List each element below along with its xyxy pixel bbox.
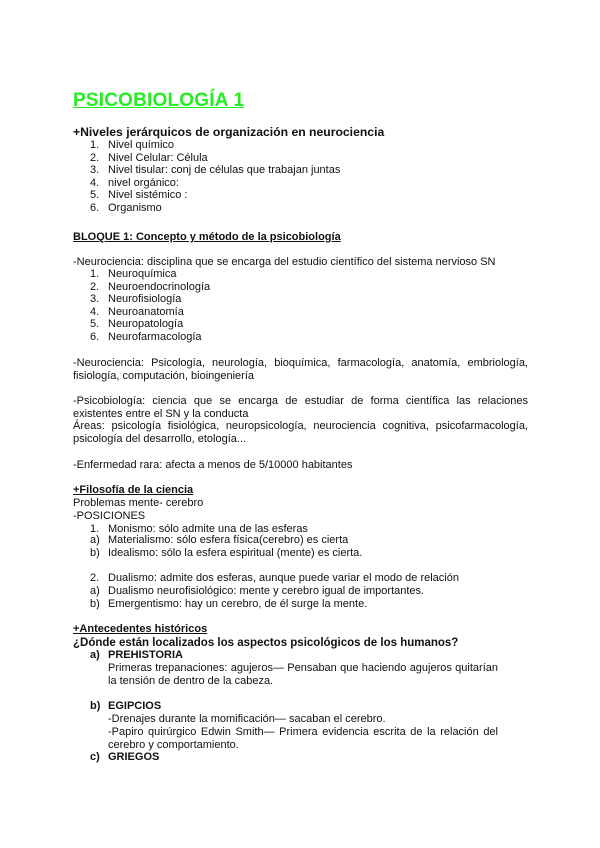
egipcios-line2: -Papiro quirúrgico Edwin Smith— Primera evidencia escrita de la relación del cerebro y comportamiento. — [108, 726, 498, 751]
list-item: a) Dualismo neurofisiológico: mente y cerebro igual de importantes. — [90, 585, 425, 597]
griegos-title: GRIEGOS — [108, 751, 160, 763]
list-item: 2. Neuroendocrinología — [90, 280, 211, 293]
egipcios-item: b) EGIPCIOS -Drenajes durante la momificación— sacaban el cerebro. -Papiro quirúrgico Edwin Smith— Primera evidencia escrita de la relación del cerebro y comportamiento. — [90, 700, 498, 751]
list-item: 1. Nivel químico — [90, 139, 175, 151]
egipcios-line1: -Drenajes durante la momificación— sacaban el cerebro. — [108, 713, 386, 725]
list-item: b) Idealismo: sólo la esfera espiritual (mente) es cierta. — [90, 547, 363, 559]
griegos-item: c) GRIEGOS — [90, 751, 498, 764]
list-item: 6. Neurofarmacología — [90, 330, 202, 343]
monismo-sublist — [90, 534, 362, 560]
levels-heading: +Niveles jerárquicos de organización en neurociencia — [73, 125, 385, 139]
list-item: 3. Nivel tisular: conj de células que trabajan juntas — [90, 164, 341, 177]
list-item: 1. Monismo: sólo admite una de las esferas — [90, 523, 308, 535]
neuro-branches-list — [73, 268, 528, 344]
list-item: 4. Neuroanatomía — [90, 305, 184, 318]
prehistoria-title: PREHISTORIA — [108, 649, 183, 661]
list-item: 5. Nivel sistémico : — [90, 189, 188, 202]
neuro-definition: -Neurociencia: disciplina que se encarga del estudio científico del sistema nervioso SN — [73, 256, 496, 268]
list-item: a) Materialismo: sólo esfera física(cerebro) es cierta — [90, 534, 349, 546]
list-item: 2. Nivel Celular: Célula — [90, 151, 208, 164]
levels-list — [73, 139, 528, 215]
positions-label: -POSICIONES — [73, 510, 146, 522]
filosofia-section — [73, 484, 528, 536]
list-item: 6. Organismo — [90, 201, 162, 214]
list-item: 1. Neuroquímica — [90, 268, 177, 280]
list-item: 5. Neuropatología — [90, 318, 184, 331]
mind-brain-problem: Problemas mente- cerebro — [73, 497, 204, 509]
page-title: PSICOBIOLOGÍA 1 — [73, 90, 245, 111]
antecedentes-question: ¿Dónde están localizados los aspectos psicológicos de los humanos? — [73, 637, 459, 649]
list-item: b) Emergentismo: hay un cerebro, de él surge la mente. — [90, 598, 368, 610]
psico-areas: Áreas: psicología fisiológica, neuropsicología, neurociencia cognitiva, psicofarmacología, psicología del desarrollo, etología... — [73, 420, 528, 445]
filosofia-heading: +Filosofía de la ciencia — [73, 484, 194, 496]
bloque-heading: BLOQUE 1: Concepto y método de la psicobiología — [73, 231, 341, 243]
rare-disease: -Enfermedad rara: afecta a menos de 5/10000 habitantes — [73, 459, 353, 471]
neuro-branches — [73, 268, 528, 344]
antecedentes-section — [73, 623, 528, 650]
bloque-section — [73, 231, 528, 244]
dualismo-sublist — [90, 585, 424, 611]
prehistoria-text: Primeras trepanaciones: agujeros— Pensaban que haciendo agujeros quitarían la tensión de dentro de la cabeza. — [108, 662, 498, 687]
psico-definition: -Psicobiología: ciencia que se encarga de estudiar de forma científica las relaciones existentes entre el SN y la conducta — [73, 395, 528, 420]
list-item: 3. Neurofisiología — [90, 293, 182, 306]
neuro-fields: -Neurociencia: Psicología, neurología, bioquímica, farmacología, anatomía, embriología, fisiología, computación, bioingeniería — [73, 357, 528, 382]
antecedentes-heading: +Antecedentes históricos — [73, 623, 208, 635]
dualismo-block — [73, 572, 528, 585]
list-item: 2. Dualismo: admite dos esferas, aunque puede variar el modo de relación — [90, 572, 459, 584]
prehistoria-item: a) PREHISTORIA Primeras trepanaciones: agujeros— Pensaban que haciendo agujeros quitarían la tensión de dentro de la cabeza. — [90, 649, 498, 687]
egipcios-title: EGIPCIOS — [108, 700, 162, 712]
levels-section — [73, 125, 528, 215]
dualismo-list — [73, 572, 528, 585]
list-item: 4. nivel orgánico: — [90, 176, 179, 189]
